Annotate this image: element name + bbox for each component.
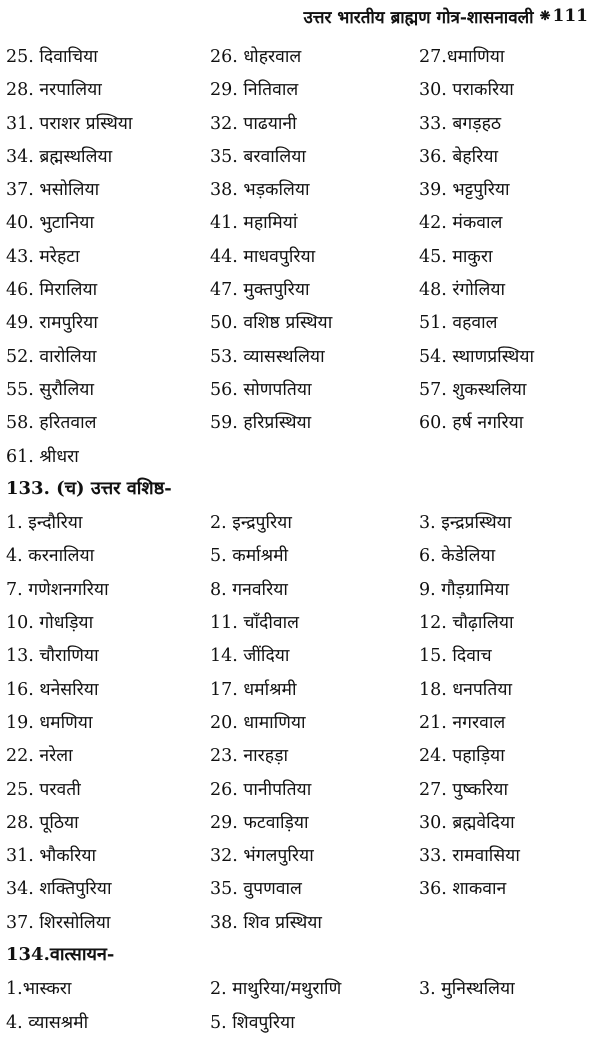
list-item: 10. गोधड़िया (6, 613, 94, 634)
list-item: 7. गणेशनगरिया (6, 579, 109, 600)
list-row (6, 340, 594, 373)
list-item: 25. परवती (6, 779, 81, 800)
list-item: 3. मुनिस्थलिया (419, 979, 515, 1000)
list-row (6, 773, 594, 806)
list-item: 33. रामवासिया (419, 846, 520, 867)
list-row (6, 73, 594, 106)
list-item: 19. धमणिया (6, 712, 93, 733)
list-item: 41. महामियां (210, 213, 298, 234)
running-header (303, 3, 588, 29)
list-item: 32. पाढयानी (210, 113, 297, 134)
list-item: 38. भड़कलिया (210, 180, 310, 201)
list-row (6, 673, 594, 706)
list-item: 57. शुकस्थलिया (419, 379, 527, 400)
list-item: 30. ब्रह्मवेदिया (419, 812, 515, 833)
list-item: 52. वारोलिया (6, 346, 97, 367)
list-item: 30. पराकरिया (419, 80, 514, 101)
list-item: 46. मिरालिया (6, 280, 98, 301)
list-row (6, 839, 594, 872)
list-item: 49. रामपुरिया (6, 313, 98, 334)
gotra-list-continued (6, 40, 594, 473)
list-item: 36. शाकवान (419, 879, 507, 900)
running-header-title: उत्तर भारतीय ब्राह्मण गोत्र-शासनावली (303, 7, 534, 28)
list-item: 53. व्यासस्थलिया (210, 346, 325, 367)
list-item: 34. ब्रह्मस्थलिया (6, 146, 113, 167)
list-item: 29. नितिवाल (210, 80, 299, 101)
list-item: 58. हरितवाल (6, 413, 97, 434)
list-row (6, 972, 594, 1005)
section-134-heading: 134.वात्सायन- (6, 944, 115, 966)
list-item: 26. धोहरवाल (210, 47, 302, 67)
list-item: 8. गनवरिया (210, 579, 288, 600)
page-number: 111 (552, 6, 588, 26)
list-item: 22. नरेला (6, 746, 73, 767)
list-item: 45. माकुरा (419, 246, 493, 267)
list-item: 31. भौकरिया (6, 846, 97, 867)
list-item: 27.धमाणिया (419, 47, 505, 67)
list-row (6, 306, 594, 339)
list-item: 61. श्रीधरा (6, 446, 79, 467)
list-row (6, 40, 594, 73)
list-row (6, 1006, 594, 1039)
list-item: 26. पानीपतिया (210, 779, 312, 800)
list-item: 16. थनेसरिया (6, 679, 99, 700)
list-item: 33. बगड़हठ (419, 113, 502, 134)
list-row (6, 440, 594, 473)
list-item: 17. धर्माश्रमी (210, 679, 297, 700)
list-item: 37. शिरसोलिया (6, 912, 111, 933)
list-item: 2. माथुरिया/मथुराणि (210, 979, 342, 1000)
ornament-icon: ❋ (539, 8, 551, 24)
list-item: 37. भसोलिया (6, 180, 100, 201)
list-item: 28. पूठिया (6, 812, 79, 833)
list-row (6, 739, 594, 772)
list-item: 42. मंकवाल (419, 213, 503, 234)
list-item: 56. सोणपतिया (210, 379, 312, 400)
list-row (6, 173, 594, 206)
list-item: 60. हर्ष नगरिया (419, 413, 524, 434)
list-item: 2. इन्द्रपुरिया (210, 513, 292, 534)
list-row (6, 206, 594, 239)
list-row (6, 273, 594, 306)
section-133-list (6, 506, 594, 939)
list-item: 48. रंगोलिया (419, 280, 506, 301)
list-row (6, 539, 594, 572)
list-item: 14. जींदिया (210, 646, 290, 667)
list-item: 55. सुरौलिया (6, 379, 94, 400)
section-134-list (6, 972, 594, 1039)
list-item: 35. वुपणवाल (210, 879, 302, 900)
section-133-heading: 133. (च) उत्तर वशिष्ठ- (6, 477, 172, 499)
page-body (6, 40, 594, 1039)
list-item: 13. चौराणिया (6, 646, 99, 667)
list-item: 34. शक्तिपुरिया (6, 879, 112, 900)
list-item: 5. शिवपुरिया (210, 1012, 295, 1033)
list-item: 28. नरपालिया (6, 80, 102, 101)
list-item: 27. पुष्करिया (419, 779, 508, 800)
list-item: 39. भट्टपुरिया (419, 180, 510, 201)
list-item: 5. कर्माश्रमी (210, 546, 289, 567)
list-item: 51. वहवाल (419, 313, 498, 334)
list-item: 4. करनालिया (6, 546, 95, 567)
list-item: 4. व्यासश्रमी (6, 1012, 89, 1033)
list-item: 50. वशिष्ठ प्रस्थिया (210, 313, 333, 334)
list-item: 59. हरिप्रस्थिया (210, 413, 312, 434)
list-item: 44. माधवपुरिया (210, 246, 316, 267)
list-row (6, 872, 594, 905)
list-row (6, 806, 594, 839)
list-item: 24. पहाड़िया (419, 746, 505, 767)
list-row (6, 706, 594, 739)
list-row (6, 406, 594, 439)
list-item: 25. दिवाचिया (6, 47, 98, 67)
list-row (6, 240, 594, 273)
list-item: 15. दिवाच (419, 646, 492, 667)
list-item: 18. धनपतिया (419, 679, 512, 700)
list-item: 36. बेहरिया (419, 146, 499, 167)
list-row (6, 906, 594, 939)
list-item: 54. स्थाणप्रस्थिया (419, 346, 535, 367)
list-item: 6. केडेलिया (419, 546, 496, 567)
list-row (6, 140, 594, 173)
list-row (6, 107, 594, 140)
list-item: 23. नारहड़ा (210, 746, 288, 767)
list-item: 31. पराशर प्रस्थिया (6, 113, 133, 134)
list-row (6, 573, 594, 606)
list-item: 11. चाँदीवाल (210, 613, 299, 634)
list-row (6, 373, 594, 406)
list-item: 9. गौड़ग्रामिया (419, 579, 510, 600)
list-item: 29. फटवाड़िया (210, 812, 309, 833)
list-item: 40. भुटानिया (6, 213, 94, 234)
list-item: 1. इन्दौरिया (6, 513, 83, 534)
list-item: 47. मुक्तपुरिया (210, 280, 310, 301)
list-item: 1.भास्करा (6, 979, 72, 1000)
list-item: 38. शिव प्रस्थिया (210, 912, 322, 933)
list-row (6, 606, 594, 639)
list-item: 43. मरेहटा (6, 246, 80, 267)
list-item: 3. इन्द्रप्रस्थिया (419, 513, 512, 534)
list-item: 21. नगरवाल (419, 712, 506, 733)
list-item: 20. धामाणिया (210, 712, 306, 733)
list-item: 12. चौढ़ालिया (419, 613, 514, 634)
list-row (6, 506, 594, 539)
list-item: 32. भंगलपुरिया (210, 846, 314, 867)
list-row (6, 639, 594, 672)
list-item: 35. बरवालिया (210, 146, 306, 167)
